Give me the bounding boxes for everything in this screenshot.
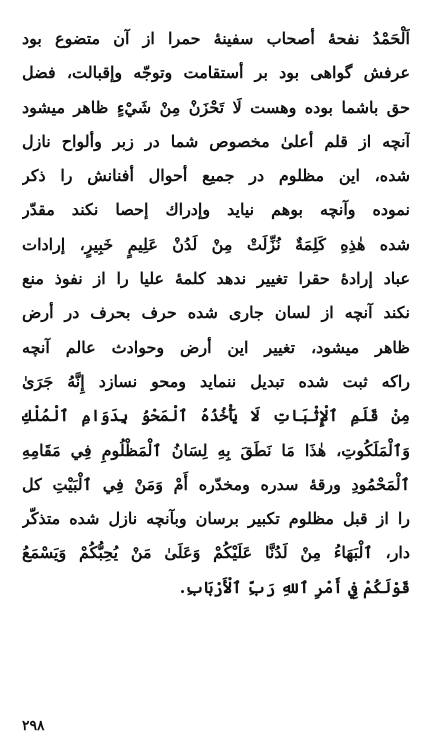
text-line-11: راكه ثبت شده تبديل ننمايد ومحو نسازد إِنَّهُ جَرَیٰ [22, 371, 410, 391]
text-line-12: مِنْ قَلَمِ ٱلْإِثْبَاتِ لَا يَأْخُذُهُ ٱلْمَحْوُ بِدَوَامِ ٱلْمُلْكِ [22, 406, 410, 426]
text-line-4: آنچه از قلم أعلیٰ مخصوص شما در زبر وألواح نازل [22, 131, 410, 151]
text-line-13: وَٱلْمَلَكُوتِ، هٰذَا مَا نَطَقَ بِهِ لِسَانُ ٱلْمَظْلُومِ فِي مَقَامِهِ [22, 440, 410, 460]
text-line-10: ظاهر ميشود، تغيير اين أرض وحوادث عالم آنچه [22, 337, 410, 357]
text-line-9: نكند آنچه از لسان جاری شده حرف بحرف در أرض [22, 303, 410, 323]
body-text [22, 22, 410, 605]
text-line-17: قَوْلَكُمْ فِي أَمْرِ ٱللهِ رَبِّ ٱلْأَرْبَابِ. [179, 577, 410, 597]
text-line-8: عباد إرادهٔ حقرا تغيير ندهد كلمهٔ عليا را از نفوذ منع [22, 269, 410, 289]
page-number: ٢٩٨ [22, 718, 45, 734]
text-line-6: نموده وآنچه بوهم نيايد وإدراك إحصا نكند مقدّر [22, 200, 410, 220]
text-line-14: ٱلْمَحْمُودِ ورقهٔ سدره ومخدّره أَمْ وَمَنْ فِي ٱلْبَيْتِ كل [22, 474, 410, 494]
text-line-7: شده هٰذِهِ كَلِمَةٌ نُزِّلَتْ مِنْ لَدُنْ عَلِيمٍ خَبِيرٍ، إرادات [22, 234, 410, 254]
text-line-16: دار، ٱلْبَهَاءُ مِنْ لَدُنَّا عَلَيْكُمْ وَعَلَىٰ مَنْ يُحِبُّكُمْ وَيَسْمَعُ [22, 543, 410, 563]
text-line-1: اَلْحَمْدُ نفحهٔ أصحاب سفينهٔ حمرا از آن متضوع بود [22, 29, 410, 48]
text-line-15: را از قبل مظلوم تكبير برسان وبآنچه نازل شده متذكّر [22, 509, 410, 529]
text-line-2: عرفش گواهی بود بر أستقامت وتوجّه وإقبالت، فضل [22, 63, 410, 83]
text-line-5: شده، اين مظلوم در جميع أحوال أفنانش را ذكر [22, 166, 410, 186]
text-line-3: حق باشما بوده وهست لَا تَحْزَنْ مِنْ شَيْءٍ ظاهر ميشود [22, 97, 410, 117]
